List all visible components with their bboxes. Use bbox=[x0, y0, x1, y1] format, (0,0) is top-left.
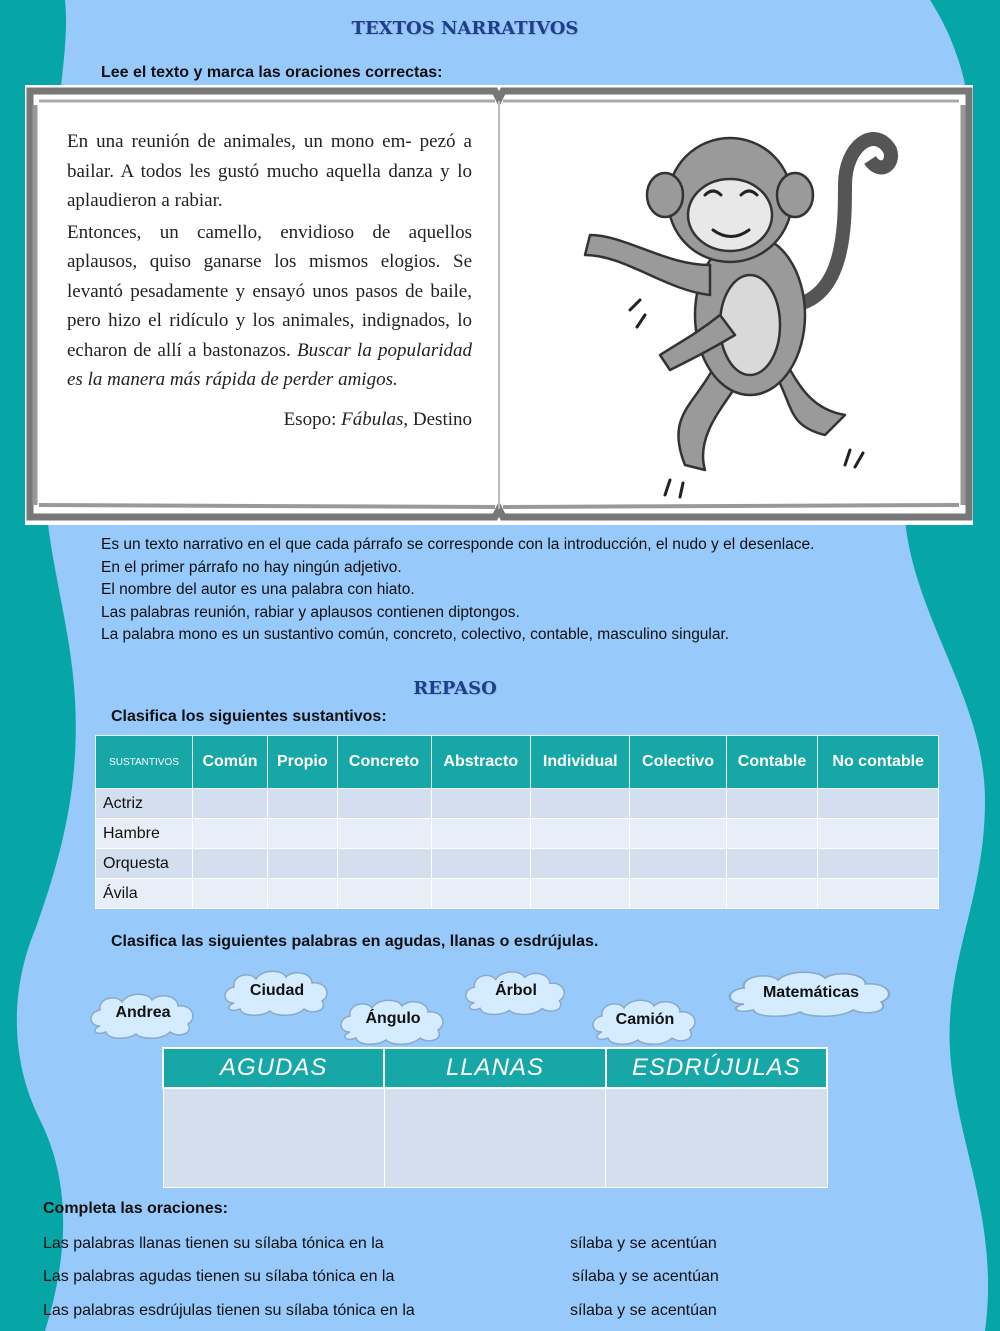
complete-sentence-1-start: Las palabras llanas tienen su sílaba tónica en la bbox=[43, 1235, 384, 1252]
read-instruction: Lee el texto y marca las oraciones correctas: bbox=[101, 64, 443, 81]
table-row bbox=[96, 849, 939, 879]
dancing-monkey-icon bbox=[545, 105, 935, 505]
word-cloud[interactable]: Árbol bbox=[461, 967, 571, 1017]
answer-cell[interactable] bbox=[337, 789, 431, 819]
sentence-option[interactable]: Es un texto narrativo en el que cada párrafo se corresponde con la introducción, el nudo y el desenlace. bbox=[101, 536, 815, 553]
sentence-option[interactable]: La palabra mono es un sustantivo común, concreto, colectivo, contable, masculino singular. bbox=[101, 626, 730, 643]
answer-cell[interactable] bbox=[818, 819, 939, 849]
repaso-title: REPASO bbox=[413, 678, 497, 699]
word-cloud[interactable]: Ángulo bbox=[336, 996, 450, 1046]
page-title: TEXTOS NARRATIVOS bbox=[351, 18, 579, 39]
complete-sentence-2-end: sílaba y se acentúan bbox=[572, 1268, 719, 1285]
column-header: Individual bbox=[531, 736, 630, 789]
answer-cell[interactable] bbox=[268, 789, 338, 819]
column-header: Contable bbox=[726, 736, 818, 789]
column-header-llanas: LLANAS bbox=[384, 1048, 605, 1088]
word-cloud[interactable]: Matemáticas bbox=[722, 968, 900, 1018]
answer-cell[interactable] bbox=[726, 879, 818, 909]
complete-sentence-2-start: Las palabras agudas tienen su sílaba tónica en la bbox=[43, 1268, 395, 1285]
sentence-options bbox=[101, 534, 831, 647]
nouns-instruction: Clasifica los siguientes sustantivos: bbox=[111, 708, 387, 725]
answer-cell[interactable] bbox=[193, 789, 268, 819]
answer-cell[interactable] bbox=[193, 879, 268, 909]
column-header-esdrujulas: ESDRÚJULAS bbox=[606, 1048, 827, 1088]
noun-cell: Actriz bbox=[96, 789, 193, 819]
answer-cell[interactable] bbox=[193, 819, 268, 849]
answer-cell[interactable] bbox=[193, 849, 268, 879]
drop-zone-agudas[interactable] bbox=[163, 1088, 384, 1188]
answer-cell[interactable] bbox=[268, 849, 338, 879]
answer-cell[interactable] bbox=[268, 819, 338, 849]
sentence-option[interactable]: El nombre del autor es una palabra con hiato. bbox=[101, 581, 415, 598]
answer-cell[interactable] bbox=[630, 789, 726, 819]
word-cloud[interactable]: Camión bbox=[585, 996, 705, 1046]
answer-cell[interactable] bbox=[726, 819, 818, 849]
answer-cell[interactable] bbox=[726, 789, 818, 819]
fable-paragraph-1: En una reunión de animales, un mono em- pezó a bailar. A todos les gustó mucho aquella danza y lo aplaudieron a rabiar. bbox=[67, 131, 472, 211]
table-row bbox=[163, 1088, 827, 1188]
complete-sentence-3-start: Las palabras esdrújulas tienen su sílaba tónica en la bbox=[43, 1302, 415, 1319]
answer-cell[interactable] bbox=[531, 819, 630, 849]
noun-classification-table bbox=[95, 735, 939, 909]
noun-cell: Orquesta bbox=[96, 849, 193, 879]
answer-cell[interactable] bbox=[431, 789, 531, 819]
answer-cell[interactable] bbox=[630, 819, 726, 849]
answer-cell[interactable] bbox=[337, 849, 431, 879]
complete-instruction: Completa las oraciones: bbox=[43, 1200, 228, 1217]
answer-cell[interactable] bbox=[818, 879, 939, 909]
column-header: Propio bbox=[268, 736, 338, 789]
table-row bbox=[96, 879, 939, 909]
words-instruction: Clasifica las siguientes palabras en agudas, llanas o esdrújulas. bbox=[111, 933, 599, 950]
fable-citation: Esopo: Fábulas, Destino bbox=[283, 408, 472, 430]
answer-cell[interactable] bbox=[818, 849, 939, 879]
answer-cell[interactable] bbox=[630, 879, 726, 909]
drop-zone-llanas[interactable] bbox=[384, 1088, 605, 1188]
noun-cell: Ávila bbox=[96, 879, 193, 909]
answer-cell[interactable] bbox=[531, 849, 630, 879]
answer-cell[interactable] bbox=[431, 879, 531, 909]
table-row bbox=[96, 819, 939, 849]
stress-classification-table bbox=[162, 1047, 828, 1188]
book-illustration bbox=[25, 85, 973, 525]
answer-cell[interactable] bbox=[630, 849, 726, 879]
column-header: Común bbox=[193, 736, 268, 789]
fable-paragraph-2: Entonces, un camello, envidioso de aquellos aplausos, quiso ganarse los mismos elogios. Se levantó pesadamente y ensayó unos pasos de baile, pero hizo el ridículo y los animales, indignados, lo echaron de allí a bastonazos. Buscar la popularidad es la manera más rápida de perder amigos. bbox=[67, 221, 472, 390]
fable-moral: Buscar la popularidad es la manera más rápida de perder amigos. bbox=[67, 339, 472, 390]
complete-sentence-3-end: sílaba y se acentúan bbox=[570, 1302, 717, 1319]
table-row bbox=[96, 789, 939, 819]
column-header: No contable bbox=[818, 736, 939, 789]
answer-cell[interactable] bbox=[726, 849, 818, 879]
answer-cell[interactable] bbox=[531, 879, 630, 909]
answer-cell[interactable] bbox=[531, 789, 630, 819]
answer-cell[interactable] bbox=[337, 879, 431, 909]
column-header: SUSTANTIVOS bbox=[96, 736, 193, 789]
fable-text bbox=[67, 127, 472, 436]
column-header: Abstracto bbox=[431, 736, 531, 789]
answer-cell[interactable] bbox=[337, 819, 431, 849]
word-cloud[interactable]: Ciudad bbox=[220, 967, 334, 1017]
sentence-option[interactable]: En el primer párrafo no hay ningún adjetivo. bbox=[101, 558, 402, 576]
noun-cell: Hambre bbox=[96, 819, 193, 849]
answer-cell[interactable] bbox=[431, 849, 531, 879]
drop-zone-esdrujulas[interactable] bbox=[606, 1088, 827, 1188]
sentence-option[interactable]: Las palabras reunión, rabiar y aplausos contienen diptongos. bbox=[101, 603, 520, 621]
answer-cell[interactable] bbox=[431, 819, 531, 849]
column-header: Concreto bbox=[337, 736, 431, 789]
answer-cell[interactable] bbox=[268, 879, 338, 909]
word-cloud[interactable]: Andrea bbox=[86, 990, 200, 1040]
complete-sentence-1-end: sílaba y se acentúan bbox=[570, 1235, 717, 1252]
column-header-agudas: AGUDAS bbox=[163, 1048, 384, 1088]
column-header: Colectivo bbox=[630, 736, 726, 789]
answer-cell[interactable] bbox=[818, 789, 939, 819]
